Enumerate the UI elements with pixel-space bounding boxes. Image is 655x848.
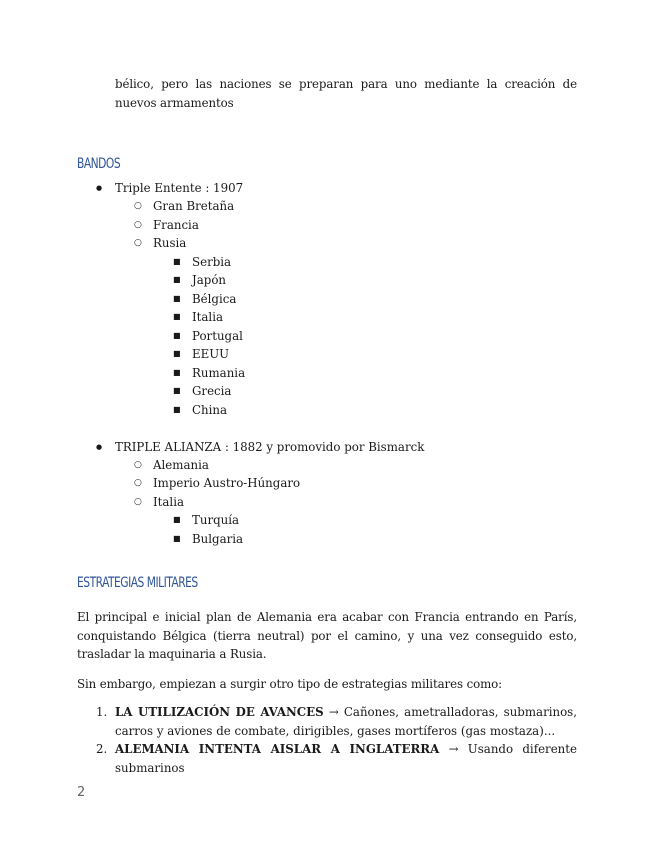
list-item-triple-alianza: ● TRIPLE ALIANZA : 1882 y promovido por Bismarck bbox=[115, 438, 424, 457]
item-bold-title: LA UTILIZACIÓN DE AVANCES bbox=[115, 705, 324, 719]
list-item: ○ Alemania bbox=[153, 456, 209, 475]
intro-paragraph: bélico, pero las naciones se preparan para uno mediante la creación de nuevos armamentos bbox=[115, 77, 577, 110]
list-item bbox=[96, 703, 577, 740]
list-item: ■ Portugal bbox=[192, 327, 243, 346]
estrategias-paragraph-1: El principal e inicial plan de Alemania era acabar con Francia entrando en París, conquistando Bélgica (tierra neutral) por el camino, y una vez conseguido esto, trasladar la maquinaria a Rusia. bbox=[77, 610, 577, 661]
list-item: ■ Italia bbox=[192, 308, 223, 327]
list-item: ○ Imperio Austro-Húngaro bbox=[153, 474, 300, 493]
estrategias-heading: ESTRATEGIAS MILITARES bbox=[77, 575, 198, 591]
item-bold-title: ALEMANIA INTENTA AISLAR A INGLATERRA bbox=[115, 742, 440, 756]
list-item: ○ Francia bbox=[153, 216, 199, 235]
list-item: ○ Italia bbox=[153, 493, 184, 512]
list-item: ○ Gran Bretaña bbox=[153, 197, 234, 216]
list-item: ■ Rumania bbox=[192, 364, 245, 383]
arrow-icon: → bbox=[328, 705, 339, 719]
list-item: ■ Grecia bbox=[192, 382, 231, 401]
list-item-triple-entente: ● Triple Entente : 1907 bbox=[115, 179, 243, 198]
list-item: ■ Japón bbox=[192, 271, 226, 290]
estrategias-paragraph-2: Sin embargo, empiezan a surgir otro tipo de estrategias militares como: bbox=[77, 677, 503, 691]
arrow-icon: → bbox=[448, 742, 459, 756]
item-text: Cañones, ametralladoras, submarinos, carros y aviones de combate, dirigibles, gases mortíferos (gas mostaza)... bbox=[115, 705, 577, 738]
list-item: ■ Serbia bbox=[192, 253, 231, 272]
list-item: ■ Bulgaria bbox=[192, 530, 243, 549]
list-item: ○ Rusia bbox=[153, 234, 186, 253]
list-item: ■ Turquía bbox=[192, 511, 239, 530]
list-number: 1. bbox=[96, 705, 108, 719]
list-number: 2. bbox=[96, 742, 108, 756]
list-item: ■ China bbox=[192, 401, 227, 420]
bandos-heading: BANDOS bbox=[77, 156, 121, 172]
list-item bbox=[96, 740, 577, 777]
list-item: ■ Bélgica bbox=[192, 290, 236, 309]
item-text: Usando diferente submarinos bbox=[115, 742, 577, 775]
list-item: ■ EEUU bbox=[192, 345, 229, 364]
page-number: 2 bbox=[77, 785, 86, 800]
